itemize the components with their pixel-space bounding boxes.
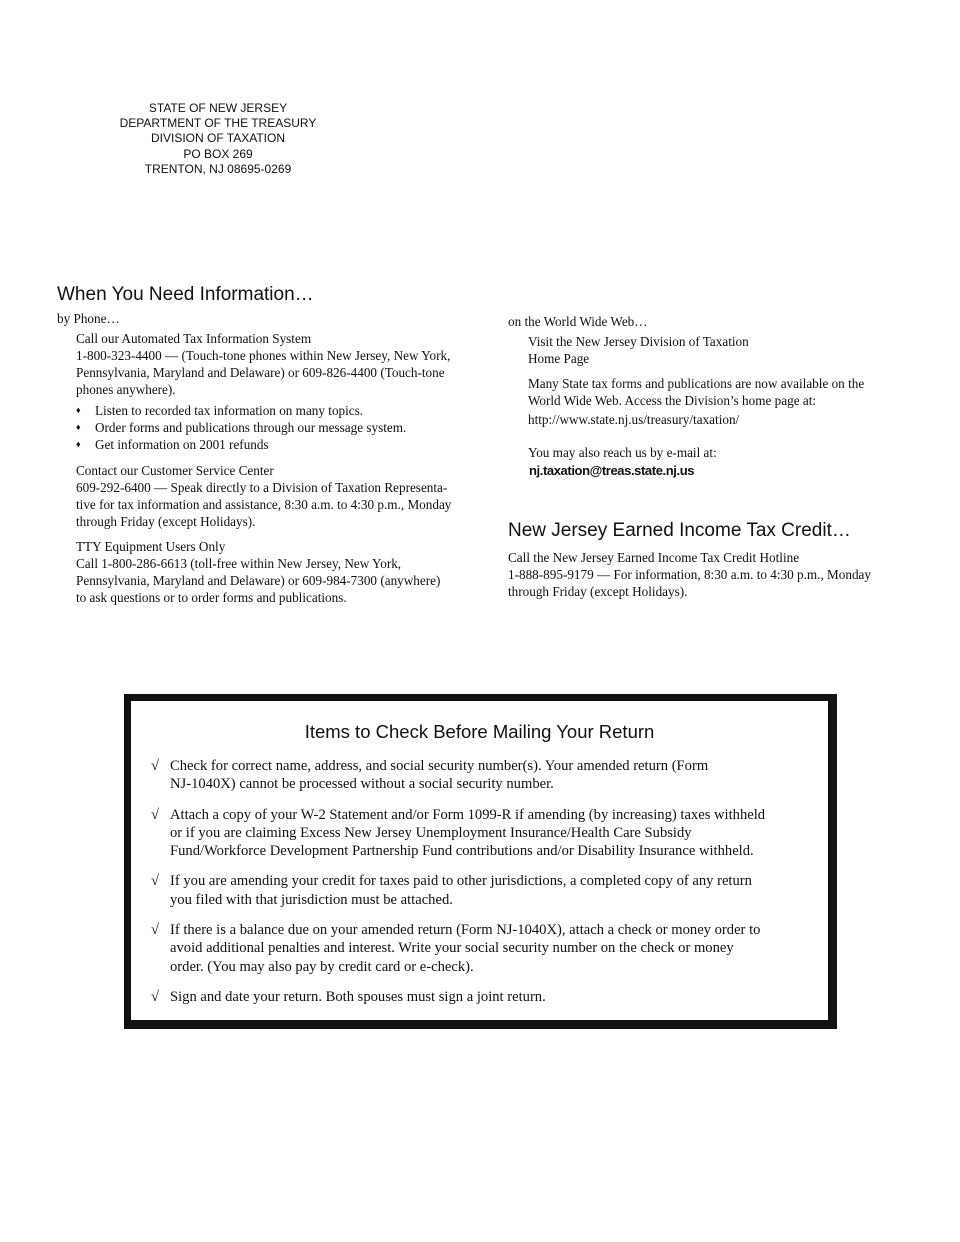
checklist-item bbox=[151, 921, 821, 976]
tty-line: Call 1-800-286-6613 (toll-free within New Jersey, New York, bbox=[76, 556, 402, 571]
web-visit-section bbox=[528, 333, 928, 367]
checklist-box bbox=[124, 694, 837, 1029]
checklist-item-line: Check for correct name, address, and social security number(s). Your amended return (Form bbox=[170, 758, 709, 774]
customer-service-line: through Friday (except Holidays). bbox=[76, 514, 256, 529]
tty-line: Pennsylvania, Maryland and Delaware) or 609-984-7300 (anywhere) bbox=[76, 573, 441, 588]
diamond-bullet-icon: ♦ bbox=[76, 439, 81, 449]
email-link[interactable]: nj.taxation@treas.state.nj.us bbox=[529, 463, 695, 478]
web-label: on the World Wide Web… bbox=[508, 314, 648, 329]
customer-service-line: tive for tax information and assistance, 8:30 a.m. to 4:30 p.m., Monday bbox=[76, 497, 452, 512]
customer-service-line: 609-292-6400 — Speak directly to a Division of Taxation Representa- bbox=[76, 480, 448, 495]
checklist-item bbox=[151, 872, 821, 909]
customer-service-section bbox=[76, 462, 496, 530]
tty-line: to ask questions or to order forms and publications. bbox=[76, 590, 347, 605]
checklist-item bbox=[151, 988, 821, 1006]
automated-system-line: 1-800-323-4400 — (Touch-tone phones within New Jersey, New York, bbox=[76, 348, 451, 363]
web-forms-line: World Wide Web. Access the Division’s home page at: bbox=[528, 393, 817, 408]
diamond-bullet-icon: ♦ bbox=[76, 405, 81, 415]
automated-system-line: phones anywhere). bbox=[76, 382, 176, 397]
web-visit-line: Visit the New Jersey Division of Taxation bbox=[528, 334, 749, 349]
list-item: ♦ Get information on 2001 refunds bbox=[76, 437, 269, 452]
by-phone-label: by Phone… bbox=[57, 311, 120, 326]
list-item: ♦ Order forms and publications through our message system. bbox=[76, 420, 407, 435]
checklist-item-line: you filed with that jurisdiction must be attached. bbox=[170, 891, 453, 908]
checklist-item-line: If you are amending your credit for taxes paid to other jurisdictions, a completed copy of any return bbox=[170, 873, 752, 890]
checklist-item-line: Attach a copy of your W-2 Statement and/or Form 1099-R if amending (by increasing) taxes withheld bbox=[170, 806, 766, 823]
checklist-item-line: Sign and date your return. Both spouses must sign a joint return. bbox=[170, 988, 546, 1005]
address-line: PO BOX 269 bbox=[183, 146, 253, 161]
customer-service-title: Contact our Customer Service Center bbox=[76, 463, 274, 478]
check-mark-icon: √ bbox=[151, 873, 160, 890]
address-line: TRENTON, NJ 08695-0269 bbox=[144, 161, 292, 176]
address-line: DEPARTMENT OF THE TREASURY bbox=[119, 116, 317, 131]
list-item: ♦ Listen to recorded tax information on many topics. bbox=[76, 403, 364, 418]
diamond-bullet-icon: ♦ bbox=[76, 422, 81, 432]
address-line: DIVISION OF TAXATION bbox=[150, 131, 285, 146]
check-mark-icon: √ bbox=[151, 806, 160, 823]
checklist-item-line: Fund/Workforce Development Partnership Fund contributions and/or Disability Insurance withheld. bbox=[170, 843, 754, 860]
checklist-item-line: If there is a balance due on your amended return (Form NJ-1040X), attach a check or money order to bbox=[170, 922, 761, 939]
address-line: STATE OF NEW JERSEY bbox=[148, 101, 288, 115]
web-visit-line: Home Page bbox=[528, 351, 590, 366]
info-heading: When You Need Information… bbox=[57, 284, 314, 305]
checklist-item-line: or if you are claiming Excess New Jersey Unemployment Insurance/Health Care Subsidy bbox=[170, 824, 692, 841]
eitc-heading: New Jersey Earned Income Tax Credit… bbox=[508, 520, 851, 541]
check-mark-icon: √ bbox=[151, 758, 160, 774]
mailing-address bbox=[108, 101, 328, 177]
eitc-line: through Friday (except Holidays). bbox=[508, 584, 688, 599]
eitc-title: Call the New Jersey Earned Income Tax Credit Hotline bbox=[508, 550, 800, 565]
automated-system-bullets bbox=[76, 402, 496, 453]
checklist-item bbox=[151, 757, 821, 794]
automated-system-title: Call our Automated Tax Information System bbox=[76, 331, 312, 346]
automated-system-section bbox=[76, 330, 496, 398]
tty-section bbox=[76, 538, 496, 606]
automated-system-line: Pennsylvania, Maryland and Delaware) or 609-826-4400 (Touch-tone bbox=[76, 365, 445, 380]
division-url-link[interactable]: http://www.state.nj.us/treasury/taxation/ bbox=[528, 412, 740, 427]
email-intro: You may also reach us by e-mail at: bbox=[528, 445, 717, 460]
eitc-line: 1-888-895-9179 — For information, 8:30 a.m. to 4:30 p.m., Monday bbox=[508, 567, 871, 582]
checklist-items bbox=[151, 757, 821, 1018]
tty-title: TTY Equipment Users Only bbox=[76, 539, 226, 554]
checklist-box-inner bbox=[130, 700, 829, 1021]
check-mark-icon: √ bbox=[151, 988, 160, 1005]
checklist-item-line: order. (You may also pay by credit card or e-check). bbox=[170, 958, 474, 975]
checklist-item-line: avoid additional penalties and interest. Write your social security number on the check or money bbox=[170, 940, 734, 957]
check-mark-icon: √ bbox=[151, 922, 160, 939]
checklist-item-line: NJ-1040X) cannot be processed without a social security number. bbox=[170, 776, 554, 793]
web-forms-line: Many State tax forms and publications are now available on the bbox=[528, 376, 865, 391]
checklist-title: Items to Check Before Mailing Your Return bbox=[304, 721, 655, 742]
eitc-section bbox=[508, 549, 928, 600]
web-forms-section bbox=[528, 375, 928, 409]
checklist-item bbox=[151, 806, 821, 861]
